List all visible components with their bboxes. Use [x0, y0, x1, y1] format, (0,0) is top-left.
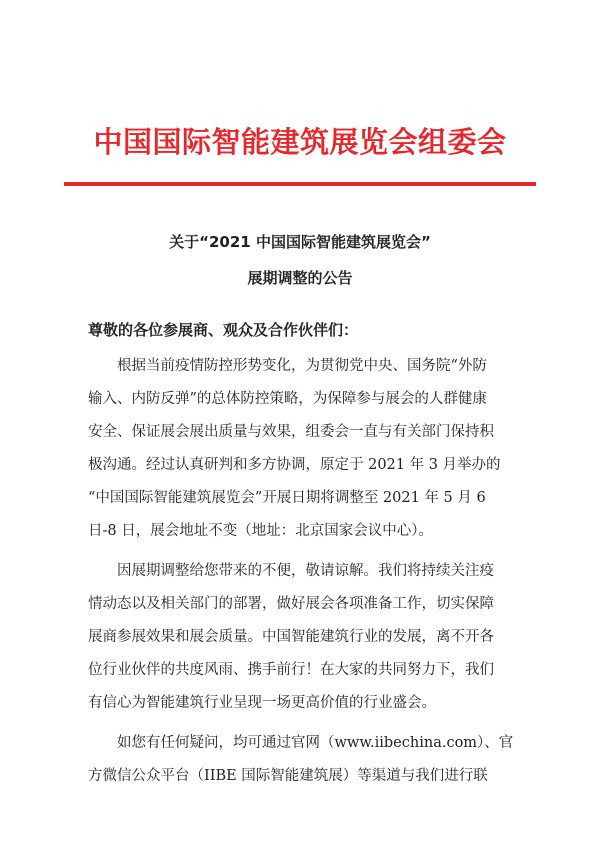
paragraph-line: 根据当前疫情防控形势变化，为贯彻党中央、国务院“外防: [117, 358, 487, 374]
notice-title-line-1: 关于“2021 中国国际智能建筑展览会”: [169, 233, 431, 251]
paragraph-line: 输入、内防反弹”的总体防控策略，为保障参与展会的人群健康: [88, 391, 487, 407]
paragraph-line: 情动态以及相关部门的部署，做好展会各项准备工作，切实保障: [88, 596, 494, 612]
paragraph-line: 方微信公众平台（IIBE 国际智能建筑展）等渠道与我们进行联: [88, 768, 488, 784]
notice-title-line-2: 展期调整的公告: [247, 269, 353, 287]
header-divider: [64, 182, 536, 186]
paragraph-line: 展商参展效果和展会质量。中国智能建筑行业的发展，离不开各: [88, 629, 494, 645]
paragraph-line: 如您有任何疑问，均可通过官网（www.iibechina.com）、官: [117, 735, 514, 751]
paragraph-line: 极沟通。经过认真研判和多方协调，原定于 2021 年 3 月举办的: [88, 457, 501, 473]
paragraph-line: 因展期调整给您带来的不便，敬请谅解。我们将持续关注疫: [117, 563, 494, 579]
paragraph-line: 安全、保证展会展出质量与效果，组委会一直与有关部门保持积: [88, 424, 494, 440]
organizer-title: 中国国际智能建筑展览会组委会: [93, 125, 507, 159]
salutation: 尊敬的各位参展商、观众及合作伙伴们：: [88, 321, 359, 339]
paragraph-line: 日-8 日，展会地址不变（地址：北京国家会议中心）。: [88, 523, 433, 539]
paragraph-line: 有信心为智能建筑行业呈现一场更高价值的行业盛会。: [88, 695, 436, 711]
paragraph-line: “中国国际智能建筑展览会”开展日期将调整至 2021 年 5 月 6: [88, 490, 486, 506]
paragraph-line: 位行业伙伴的共度风雨、携手前行！在大家的共同努力下，我们: [88, 662, 494, 678]
